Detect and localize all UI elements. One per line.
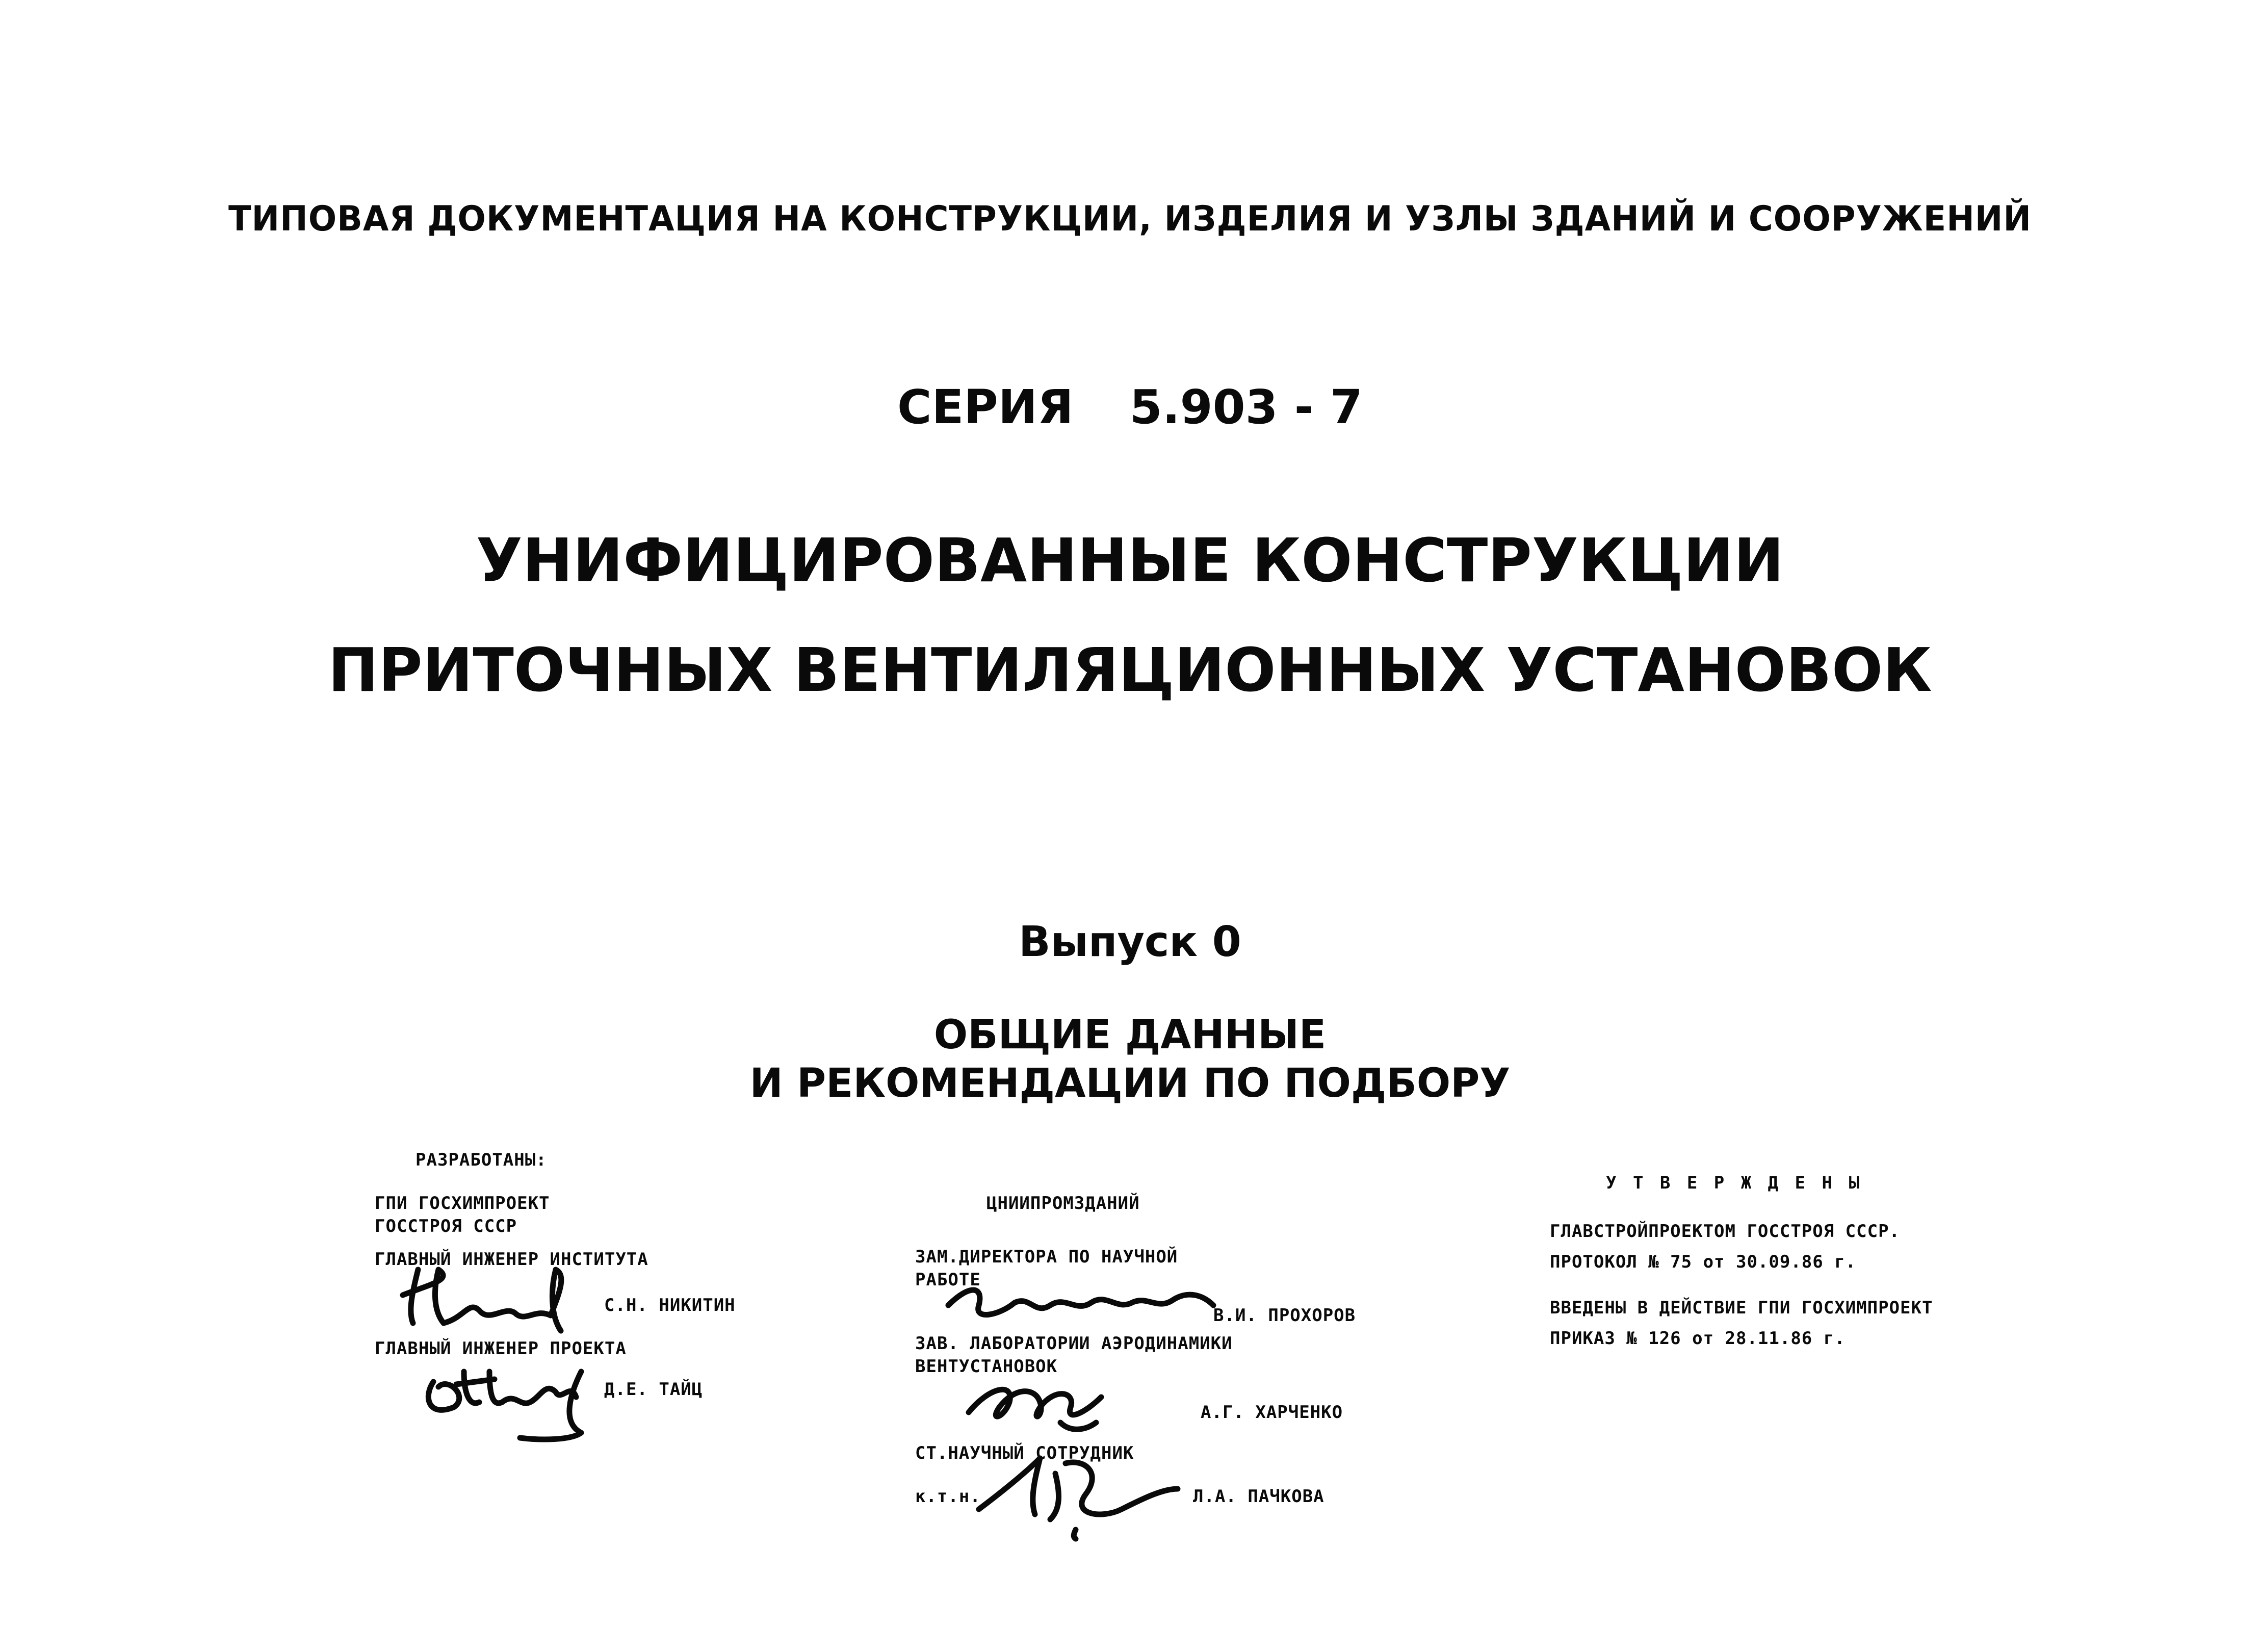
approval-heading: У Т В Е Р Ж Д Е Н Ы [1606,1173,1862,1193]
senior-researcher-name: Л.А. ПАЧКОВА [1193,1486,1324,1507]
approval-line-1: ГЛАВСТРОЙПРОЕКТОМ ГОССТРОЯ СССР. [1550,1221,1901,1242]
series-line [0,380,2260,434]
senior-researcher-degree: к.т.н. [915,1486,981,1507]
developer-org-1: ГПИ ГОСХИМПРОЕКТ [375,1193,550,1214]
document-header: ТИПОВАЯ ДОКУМЕНТАЦИЯ НА КОНСТРУКЦИИ, ИЗДЕЛИЯ И УЗЛЫ ЗДАНИЙ И СООРУЖЕНИЙ [228,199,2032,239]
series-label: СЕРИЯ [897,380,1074,434]
deputy-director-name: В.И. ПРОХОРОВ [1213,1305,1356,1326]
signature-kharchenko [958,1366,1122,1438]
deputy-director-role-1: ЗАМ.ДИРЕКТОРА ПО НАУЧНОЙ [915,1247,1178,1267]
subtitle-line-2: И РЕКОМЕНДАЦИИ ПО ПОДБОРУ [749,1061,1511,1106]
deputy-director-role-2: РАБОТЕ [915,1270,981,1290]
chief-engineer-institute-role: ГЛАВНЫЙ ИНЖЕНЕР ИНСТИТУТА [375,1249,648,1270]
subtitle-line-1: ОБЩИЕ ДАННЫЕ [933,1012,1327,1058]
signature-pachkova [969,1443,1188,1540]
chief-engineer-project-name: Д.Е. ТАЙЦ [604,1379,703,1400]
chief-engineer-institute-name: С.Н. НИКИТИН [604,1295,736,1315]
issue-number: Выпуск 0 [1019,918,1241,966]
signature-prokhorov [938,1275,1224,1331]
lab-head-role-2: ВЕНТУСТАНОВОК [915,1356,1058,1377]
lab-head-name: А.Г. ХАРЧЕНКО [1201,1402,1343,1423]
signature-nikitin [398,1259,581,1336]
chief-engineer-project-role: ГЛАВНЫЙ ИНЖЕНЕР ПРОЕКТА [375,1338,627,1359]
developer-org-2: ГОССТРОЯ СССР [375,1216,517,1236]
signature-taits [418,1351,602,1448]
approval-line-2: ПРОТОКОЛ № 75 от 30.09.86 г. [1550,1252,1857,1272]
lab-head-role-1: ЗАВ. ЛАБОРАТОРИИ АЭРОДИНАМИКИ [915,1333,1233,1354]
senior-researcher-role: СТ.НАУЧНЫЙ СОТРУДНИК [915,1443,1134,1463]
title-line-1: УНИФИЦИРОВАННЫЕ КОНСТРУКЦИИ [476,525,1784,596]
series-number: 5.903 - 7 [1129,380,1363,434]
approval-line-4: ПРИКАЗ № 126 от 28.11.86 г. [1550,1328,1846,1349]
title-line-2: ПРИТОЧНЫХ ВЕНТИЛЯЦИОННЫХ УСТАНОВОК [328,635,1932,705]
approval-line-3: ВВЕДЕНЫ В ДЕЙСТВИЕ ГПИ ГОСХИМПРОЕКТ [1550,1298,1933,1318]
developers-heading: РАЗРАБОТАНЫ: [415,1150,547,1170]
institute-name: ЦНИИПРОМЗДАНИЙ [986,1193,1140,1214]
